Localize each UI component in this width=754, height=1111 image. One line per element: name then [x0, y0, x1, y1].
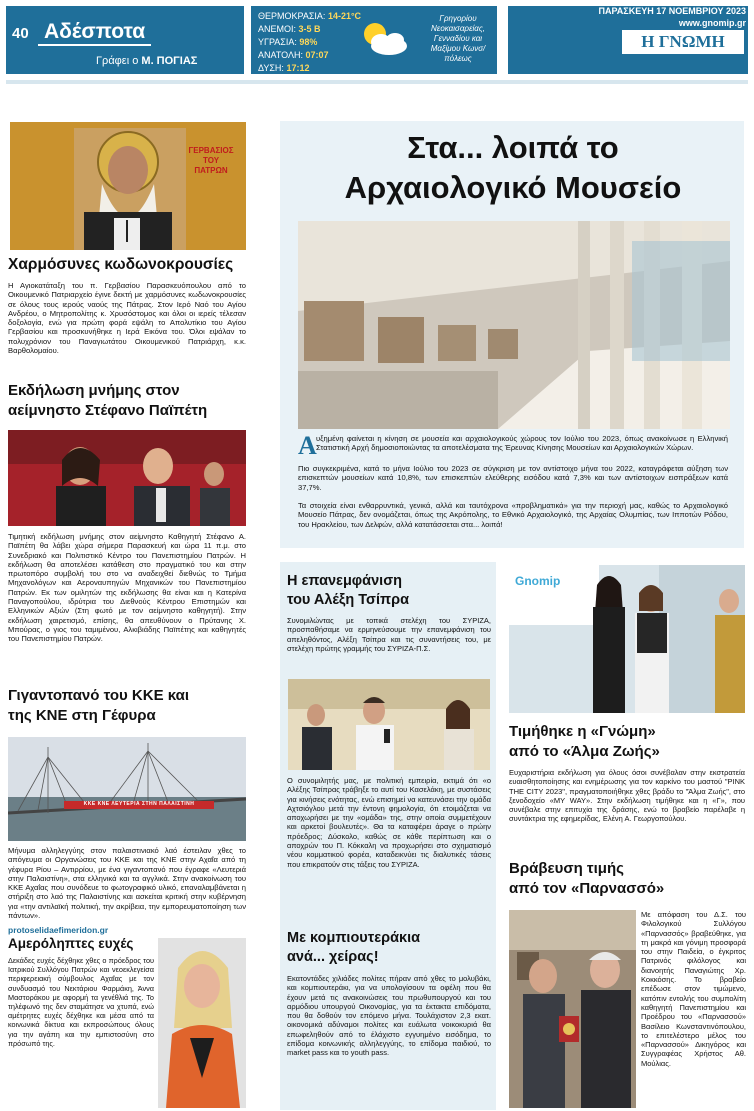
wishes-text: Δεκάδες ευχές δέχθηκε χθες ο πρόεδρος του Ιατρικού Συλλόγου Πατρών και νεοεκλεγείσα περιφερειακή σύμβουλος Αχαΐας με τον συνδυασμό του Νεκτάριου Φαρμάκη, Άννα Μαστοράκου με αφορμή τα γενέθλιά της. Το τηλέφωνό της δεν σταμάτησε να χτυπά, ενώ αμέτρητες ευχές δέχθηκε και μέσα από τα κοινωνικά δίκτυα και εκπροσώπους όλους για την αγάπη και την εμπιστοσύνη στο πρόσωπό της.: [8, 956, 154, 1048]
byline: [96, 55, 197, 67]
newspaper-logo: Η ΓΝΩΜΗ: [622, 30, 744, 54]
name-day-saints: Γρηγορίου Νεοκαισαρείας, Γενναδίου και Μαξίμου Κωνσ/πόλεως: [430, 14, 486, 63]
mastorakou-photo: [158, 938, 246, 1108]
parnassos-headline: Βράβευση τιμής από τον «Παρνασσό»: [509, 860, 665, 897]
memory-event-photo: [8, 430, 246, 526]
parnassos-award-photo: [509, 910, 636, 1108]
museum-text-conclusion: Τα στοιχεία είναι ενθαρρυντικά, γενικά, αλλά και ταυτόχρονα «προβληματικά» για την περιοχή μας, καθώς το Αρχαιολογικό Μουσείο Πάτρας, δεν ονομάζεται, όπως της Ακρόπολης, το Εθνικό Αρχαιολογικό, της Αρχαίας Ολυμπίας, των Ιπποτών Ρόδου, του Ηρακλείου, των Δελφών, αλλά κατατάσσεται στα... λοιπά!: [298, 501, 728, 529]
byline-author: Μ. ΠΟΓΙΑΣ: [141, 55, 198, 67]
byline-label: Γράφει ο: [96, 55, 139, 67]
saint-icon-inscription: ΓΕΡΒΑΣΙΟΣ ΤΟΥ ΠΑΤΡΩΝ: [188, 146, 234, 175]
kke-text: Μήνυμα αλληλεγγύης στον παλαιστινιακό λαό έστειλαν χθες το απόγευμα οι Οργανώσεις του ΚΚΕ και της ΚΝΕ στην Αχαΐα από τη γέφυρα Ρίου – Αντιρρίου, με ένα γιγαντοπανό που έγραφε «Λευτεριά στην Παλαιστίνη», στα ελληνικά και τα αγγλικά. Στην ανακοίνωση του ΚΚΕ Αχαΐας που συνόδευε το φωτογραφικό υλικό, επαναλαμβάνεται η στήριξη στο λαό της Παλαιστίνης και ασκείται κριτική στην κυβέρνηση για «την αντιλαϊκή πολιτική, την ακρίβεια, την εμπορευματοποίηση των πάντων».: [8, 846, 246, 921]
alma-photo-sign: Gnomip: [515, 574, 561, 588]
bells-headline: Χαρμόσυνες κωδωνοκρουσίες: [8, 256, 234, 273]
bridge-banner-photo: [8, 737, 246, 841]
sun-cloud-icon: [353, 14, 415, 64]
museum-dropcap: Α: [298, 431, 317, 460]
header-divider: [6, 80, 748, 84]
weather-wind: ΑΝΕΜΟΙ: 3-5 B: [258, 24, 321, 34]
tsipras-text-lead: Συνομιλώντας με τοπικά στελέχη του ΣΥΡΙΖΑ, προσπαθήσαμε να ερμηνεύσουμε την επανεμφάνιση του απεληθόντος, Αλέξη Τσίπρα και τις συναντήσεις του, με στελέχη πρώτης γραμμής του ΣΥΡΙΖΑ-Π.Σ.: [287, 616, 491, 653]
weather-temperature: ΘΕΡΜΟΚΡΑΣΙΑ: 14-21°C: [258, 11, 362, 21]
bells-text: Η Αγιοκατάταξη του π. Γερβασίου Παρασκευόπουλου από το Οικουμενικό Πατριαρχείο έγινε δεκτή με χαρμόσυνες κωδωνοκρουσίες σε όλους τους ιερούς ναούς της Πάτρας. Στον Ιερό Ναό του Αγίου Ανδρέου, ο Μητροπολίτης κ. Χρυσόστομος και όλοι οι ιερείς τέλεσαν δοξολογία, ενώ για πρώτη φορά εψάλη το Απολυτίκιο του Αγίου Γερβασίου και προσκυνήθηκε η Ιερά Εικόνα του. Όλοι εψάλαν το πολυχρόνιον του Παναγιωτάτου Οικουμενικού Πατριάρχη, κ.κ. Βαρθολομαίου.: [8, 281, 246, 356]
weather-sunset: ΔΥΣΗ: 17:12: [258, 63, 310, 73]
weather-sunrise: ΑΝΑΤΟΛΗ: 07:07: [258, 50, 329, 60]
tsipras-headline: Η επανεμφάνιση του Αλέξη Τσίπρα: [287, 573, 409, 608]
computers-text: Εκατοντάδες χιλιάδες πολίτες πήραν από χθες το μολυβάκι, και κομπιουτεράκι, για να υπολογίσουν τα οφέλη που θα έχουν μετά τις ανακοινώσεις του πρωθυπουργού και του αρμόδιου υπουργού Οικονομίας, για τα έκτακτα επιδόματα, που θα δοθούν τον επόμενο μήνα. Τουλάχιστον 2,3 εκατ. οικονομικά αδύναμοι πολίτες και ευάλωτα νοικοκυριά θα επωφεληθούν από το έλάχιστο εγγυημένο εισόδημα, το επίδομα κοινωνικής αλληλεγγύης, το επίδομα παιδιού, το market pass και το youth pass.: [287, 974, 491, 1058]
museum-text-lead: υξημένη φαίνεται η κίνηση σε μουσεία και αρχαιολογικούς χώρους τον Ιούλιο του 2023, όπως ανακοίνωσε η Ελληνική Στατιστική Αρχή δημοσιοποιώντας τα αποτελέσματα της Έρευνας Κίνησης Μουσείων και Αρχαιολογικών Χώρων.: [316, 434, 728, 453]
site-url: www.gnomip.gr: [678, 18, 746, 28]
parnassos-text: Με απόφαση του Δ.Σ. του Φιλολογικού Συλλόγου «Παρνασσός» βραβεύθηκε, για τη μακρά και γόνιμη προσφορά του στην Παιδεία, ο έγκριτος Πατρινός φιλόλογος και διανοητής Παναγιώτης Χρ. Κοκκόσης. Το βραβείο επέδωσε στον τιμώμενο, κατόπιν εντολής του συμπολίτη καθηγητή Πανεπιστημίου και Προέδρου του «Παρνασσού» Βασίλειο Κωνσταντινόπουλου, το επιτελέστερο μέλος του «Παρνασσού» Δικηγόρος και Συγγραφέας Χρήστος Αθ. Μούλιας.: [641, 910, 746, 1068]
computers-headline: Με κομπιουτεράκια ανά... χείρας!: [287, 930, 421, 965]
museum-text-stats: Πιο συγκεκριμένα, κατά το μήνα Ιούλιο του 2023 σε σύγκριση με τον αντίστοιχο μήνα του 2022, καταγράφεται αύξηση των επισκεπτών μουσείων κατά 10,8%, των επισκεπτών ελεύθερης εισόδου κατά 7,3% και των αντίστοιχων εισπράξεων κατά 37,7%.: [298, 464, 728, 492]
weather-humidity: ΥΓΡΑΣΙΑ: 98%: [258, 37, 318, 47]
bridge-banner-text: ΚΚΕ ΚΝΕ ΛΕΥΤΕΡΙΑ ΣΤΗΝ ΠΑΛΑΙΣΤΙΝΗ: [83, 801, 195, 807]
museum-headline: Στα... λοιπά το Αρχαιολογικό Μουσείο: [344, 130, 682, 205]
kke-headline: Γιγαντοπανό του ΚΚΕ και της ΚΝΕ στη Γέφυρα: [8, 687, 190, 724]
alma-headline: Τιμήθηκε η «Γνώμη» από το «Άλμα Ζωής»: [509, 723, 660, 760]
tsipras-text-body: Ο συνομιλητής μας, με πολιτική εμπειρία, εκτιμά ότι «ο Αλέξης Τσίπρας τράβηξε το αυτί του Κασελάκη, με συστάσεις για κινήσεις ενότητας, ενώ επισημεί να κατευνάσει την ομάδα Αχτσιόγλου μετά την έντονη φημολογία, ότι ετοιμάζεται να αποχωρήσει με την «ομάδα» της, στην οποία συμμετέχουν και αρκετοί βουλευτές». Θα τα καταφέρει άραγε ο πρώην πρόεδρος; Δύσκολο, καθώς σε κάθε περίπτωση και ο αποχρών του Π. Κόκκαλη να προχωρήσει στο σχηματισμό νέου κομματικού φορέα, καταδεικνύει τις διαλυτικές τάσεις που επικρατούν στις τάξεις του ΣΥΡΙΖΑ.: [287, 776, 491, 869]
source-watermark: protoselidaefimeridon.gr: [8, 925, 109, 935]
memory-text: Τιμητική εκδήλωση μνήμης στον αείμνηστο Καθηγητή Στέφανο Α. Παϊπέτη θα λάβει χώρα σήμερα Παρασκευή και ώρα 11 π.μ. στο Συνεδριακό και Πολιτιστικό Κέντρο του Πανεπιστημίου Πατρών. Η εκδήλωση θα αποτελέσει κατάθεση στο πραγματικό του και στην πρωτοπόρο συμβολή του στο να αναδειχθεί διεθνώς το Τμήμα Μηχανολόγων και Αεροναυπηγών Μηχανικών του Πανεπιστημίου Πατρών. Εκ των ομιλητών της εκδήλωσης θα είναι και η Κατερίνα Παναγοπούλου, ιδρύτρια του Διεθνούς Κέντρου Επιστημών και Ελληνικών Αξιών (Στη φωτό με τον αείμνηστο καθηγητή). Στην εκδήλωση χαιρετισμό, επίσης, θα απευθύνουν ο Πρύτανης Χ. Μπούρας, ο γιος του ταμιμένου, Αλκιβιάδης Παϊπέτης και καθηγητές του Πανεπιστημίου Πατρών.: [8, 532, 246, 644]
wishes-headline: Αμερόληπτες ευχές: [8, 936, 134, 951]
issue-date: ΠΑΡΑΣΚΕΥΗ 17 ΝΟΕΜΒΡΙΟΥ 2023: [598, 6, 746, 16]
alma-text: Ευχαριστήρια εκδήλωση για όλους όσοι συνέβαλαν στην εκστρατεία ευαισθητοποίησης και ενημέρωσης για τον καρκίνο του μαστού "ΡΙΝΚ ΤΗΕ CITY 2023", πραγματοποιήθηκε χθες βράδυ το "Άλμα Ζωής", στο ξενοδοχείο «MY WAY». Στην εκδήλωση τιμήθηκε και η «Γ», που συνέβαλε στην επιτυχία της δράσης, ενώ το βραβείο παρέλαβε η συντάκτρια της εφημερίδας, Ελένη Α. Γεωργοπούλου.: [509, 768, 745, 824]
page-number: 40: [12, 25, 29, 42]
memory-headline: Εκδήλωση μνήμης στον αείμνηστο Στέφανο Παϊπέτη: [8, 382, 208, 419]
tsipras-event-photo: [288, 679, 490, 770]
saint-icon-photo: [10, 122, 246, 250]
museum-interior-photo: [298, 221, 730, 429]
section-title: Αδέσποτα: [38, 20, 151, 46]
